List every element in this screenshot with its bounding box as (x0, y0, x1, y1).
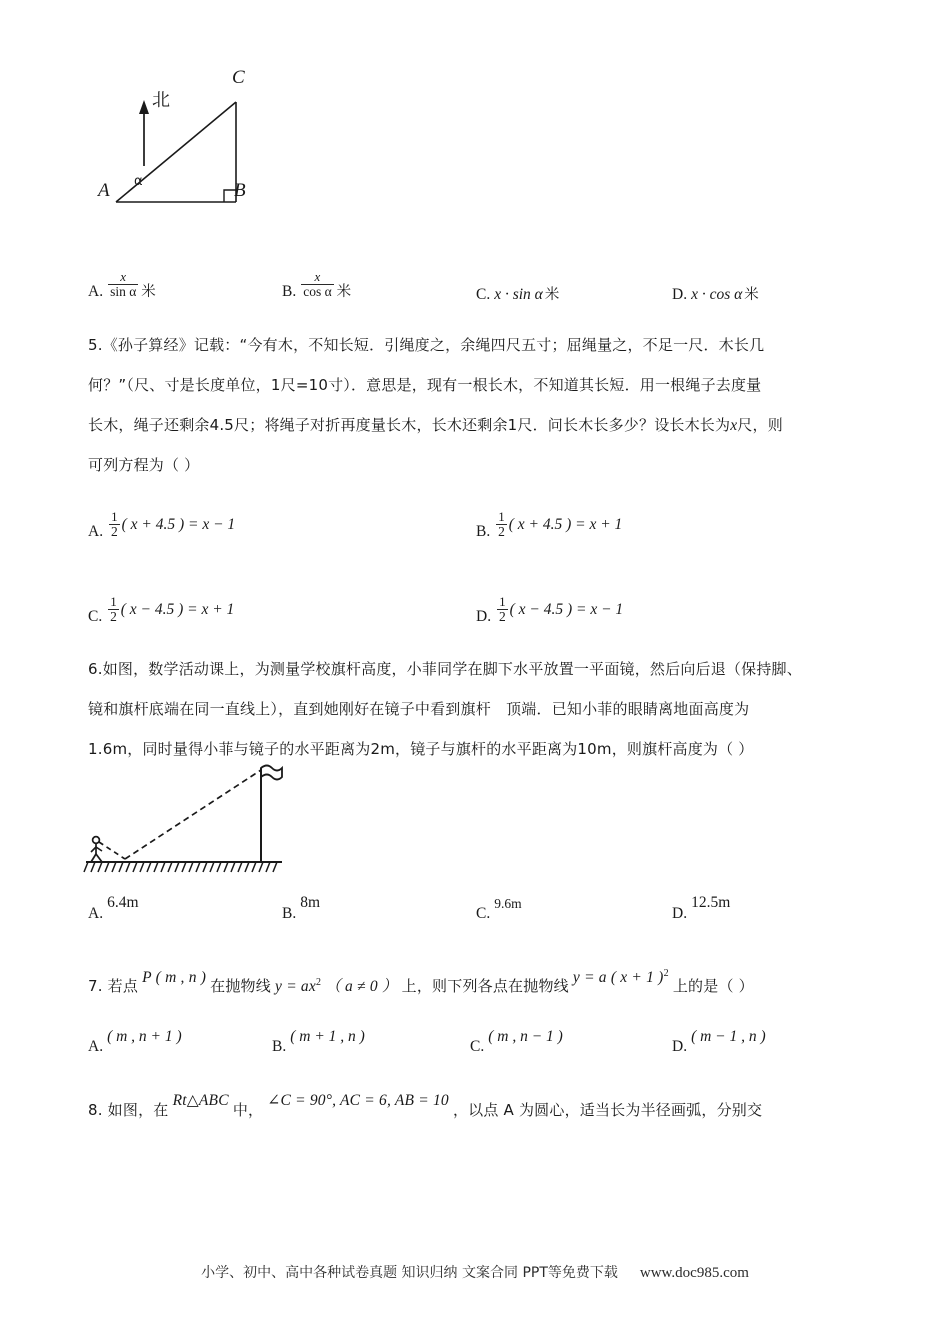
q6-option-d[interactable] (672, 894, 731, 923)
q4-option-c[interactable] (476, 283, 559, 304)
q7-parabola-2: y = a ( x + 1 ) (572, 969, 664, 987)
q5-option-a-fraction (108, 510, 121, 539)
q4-option-a-label: A. (88, 283, 104, 301)
q5-variable-x: x (730, 417, 738, 434)
q5-option-b-label: B. (476, 523, 491, 541)
q5-option-a[interactable] (88, 509, 236, 541)
q6-option-c[interactable] (476, 896, 522, 923)
q7-option-c-label: C. (470, 1038, 485, 1055)
q8-suffix: ，以点 A 为圆心，适当长为半径画弧，分别交 (452, 1101, 763, 1119)
q8-given-conditions: ∠C = 90°, AC = 6, AB = 10 (267, 1092, 449, 1109)
q6-option-b[interactable] (282, 894, 321, 923)
q4-option-c-expression: x · sin α (494, 286, 543, 303)
q5-option-a-label: A. (88, 523, 104, 541)
q4-option-a-numerator: x (120, 269, 127, 284)
triangle-vertex-label-c: C (232, 67, 245, 88)
footer-url: www.doc985.com (639, 1265, 749, 1281)
q5-option-a-expression: ( x + 4.5 ) = x − 1 (121, 516, 236, 534)
q5-option-b-fraction (495, 510, 508, 539)
q6-option-a-value: 6.4m (107, 894, 139, 911)
q7-option-d-label: D. (672, 1038, 688, 1055)
q4-option-c-label: C. (476, 286, 491, 303)
q6-text-line-3: 1.6m，同时量得小菲与镜子的水平距离为2m，镜子与旗杆的水平距离为10m，则旗杆高度为（ ） (88, 740, 754, 758)
q5-option-c-denominator: 2 (110, 608, 117, 624)
q7-mid-2: 上，则下列各点在抛物线 (401, 977, 569, 996)
q4-option-b[interactable] (282, 269, 352, 301)
q5-option-a-numerator: 1 (111, 509, 118, 524)
q8-mid: 中， (232, 1101, 264, 1119)
q7-option-a-value: ( m , n + 1 ) (107, 1028, 182, 1045)
q6-option-b-label: B. (282, 905, 297, 922)
q5-option-d-expression: ( x − 4.5 ) = x − 1 (509, 601, 624, 619)
q4-option-b-fraction (301, 270, 333, 299)
q5-option-d-fraction (496, 595, 509, 624)
triangle-vertex-label-a: A (98, 180, 110, 201)
q5-option-b-expression: ( x + 4.5 ) = x + 1 (508, 516, 623, 534)
q5-option-c[interactable] (88, 594, 235, 626)
q6-option-d-value: 12.5m (691, 894, 731, 911)
triangle-vertex-label-b: B (234, 180, 246, 201)
q4-option-b-denominator: cos α (303, 283, 332, 299)
q5-text-line-2: 何？”（尺、寸是长度单位，1尺=10寸）．意思是，现有一根长木，不知道其长短．用一根绳子去度量 (88, 376, 762, 394)
q7-suffix: 上的是（ ） (672, 977, 754, 996)
north-direction-label: 北 (152, 90, 170, 111)
q6-option-c-label: C. (476, 905, 491, 922)
q5-option-d-denominator: 2 (498, 608, 506, 624)
q8-triangle-notation: Rt△ABC (172, 1092, 229, 1109)
q7-parabola-2-exponent: 2 (663, 968, 669, 979)
q5-option-c-numerator: 1 (110, 594, 117, 609)
q7-option-c-value: ( m , n − 1 ) (488, 1028, 563, 1045)
q4-option-a[interactable] (88, 269, 156, 301)
q7-prefix: 7. 若点 (88, 977, 139, 996)
q4-option-a-denominator: sin α (110, 283, 137, 299)
q4-option-a-unit: 米 (141, 284, 156, 301)
q5-text-line-3 (88, 418, 783, 434)
q4-option-a-fraction (108, 270, 138, 299)
q6-text-line-1: 6.如图，数学活动课上，为测量学校旗杆高度，小菲同学在脚下水平放置一平面镜，然后向后退（保持脚、 (88, 660, 802, 678)
page-footer (0, 1262, 950, 1282)
q7-option-d-value: ( m − 1 , n ) (691, 1028, 766, 1045)
footer-text: 小学、初中、高中各种试卷真题 知识归纳 文案合同 PPT等免费下载 (201, 1265, 618, 1281)
q7-option-a-label: A. (88, 1038, 104, 1055)
q7-option-b[interactable] (272, 1028, 365, 1056)
q7-option-a[interactable] (88, 1028, 182, 1056)
q7-point-p: P ( m , n ) (142, 969, 207, 987)
figure-right-triangle (86, 62, 316, 227)
q4-option-c-unit: 米 (544, 287, 560, 303)
figure-flagpole-mirror (82, 758, 312, 880)
q6-option-b-value: 8m (300, 894, 321, 911)
q4-option-d-label: D. (672, 286, 688, 303)
q5-text-line-4: 可列方程为（ ） (88, 456, 200, 474)
q7-mid-1: 在抛物线 (210, 977, 271, 996)
q6-option-d-label: D. (672, 905, 688, 922)
q5-option-a-denominator: 2 (110, 523, 118, 539)
q6-text-line-2: 镜和旗杆底端在同一直线上），直到她刚好在镜子中看到旗杆 顶端．已知小菲的眼睛离地面高度为 (88, 700, 750, 718)
q7-parabola-1-exponent: 2 (315, 977, 322, 988)
q5-option-d-label: D. (476, 608, 492, 626)
q7-option-c[interactable] (470, 1028, 563, 1056)
q6-option-a[interactable] (88, 894, 139, 923)
q5-text-line-1: 5.《孙子算经》记载：“今有木，不知长短．引绳度之，余绳四尺五寸；屈绳量之，不足一尺．木长几 (88, 336, 765, 354)
q7-option-b-label: B. (272, 1038, 287, 1055)
q7-option-d[interactable] (672, 1028, 766, 1056)
q4-option-b-label: B. (282, 283, 297, 301)
q5-text-line-3b: 尺，则 (737, 416, 783, 434)
q5-option-b[interactable] (476, 509, 623, 541)
q5-option-b-denominator: 2 (498, 523, 505, 539)
q5-text-line-3a: 长木，绳子还剩余4.5尺；将绳子对折再度量长木，长木还剩余1尺．问长木长多少？设长木长为 (88, 416, 731, 434)
q5-option-c-expression: ( x − 4.5 ) = x + 1 (120, 601, 235, 619)
q5-option-c-label: C. (88, 608, 103, 626)
q8-text-line (88, 1092, 763, 1119)
q5-option-b-numerator: 1 (498, 509, 505, 524)
q6-option-a-label: A. (88, 905, 104, 922)
q7-condition: （ a ≠ 0 ） (325, 978, 398, 996)
q4-option-d[interactable] (672, 283, 759, 304)
q4-option-d-expression: x · cos α (691, 286, 743, 303)
q4-option-b-unit: 米 (336, 284, 352, 301)
q4-option-b-numerator: x (314, 269, 321, 284)
q5-option-c-fraction (107, 595, 120, 624)
q7-text-line (88, 968, 754, 996)
q4-option-d-unit: 米 (744, 287, 759, 303)
q5-option-d-numerator: 1 (499, 594, 506, 609)
q7-parabola-1: y = ax (275, 978, 316, 996)
q8-prefix: 8. 如图，在 (88, 1101, 169, 1119)
q5-option-d[interactable] (476, 594, 624, 626)
triangle-angle-label-alpha: α (134, 174, 143, 189)
q6-option-c-value: 9.6m (494, 896, 522, 911)
q7-option-b-value: ( m + 1 , n ) (290, 1028, 365, 1045)
